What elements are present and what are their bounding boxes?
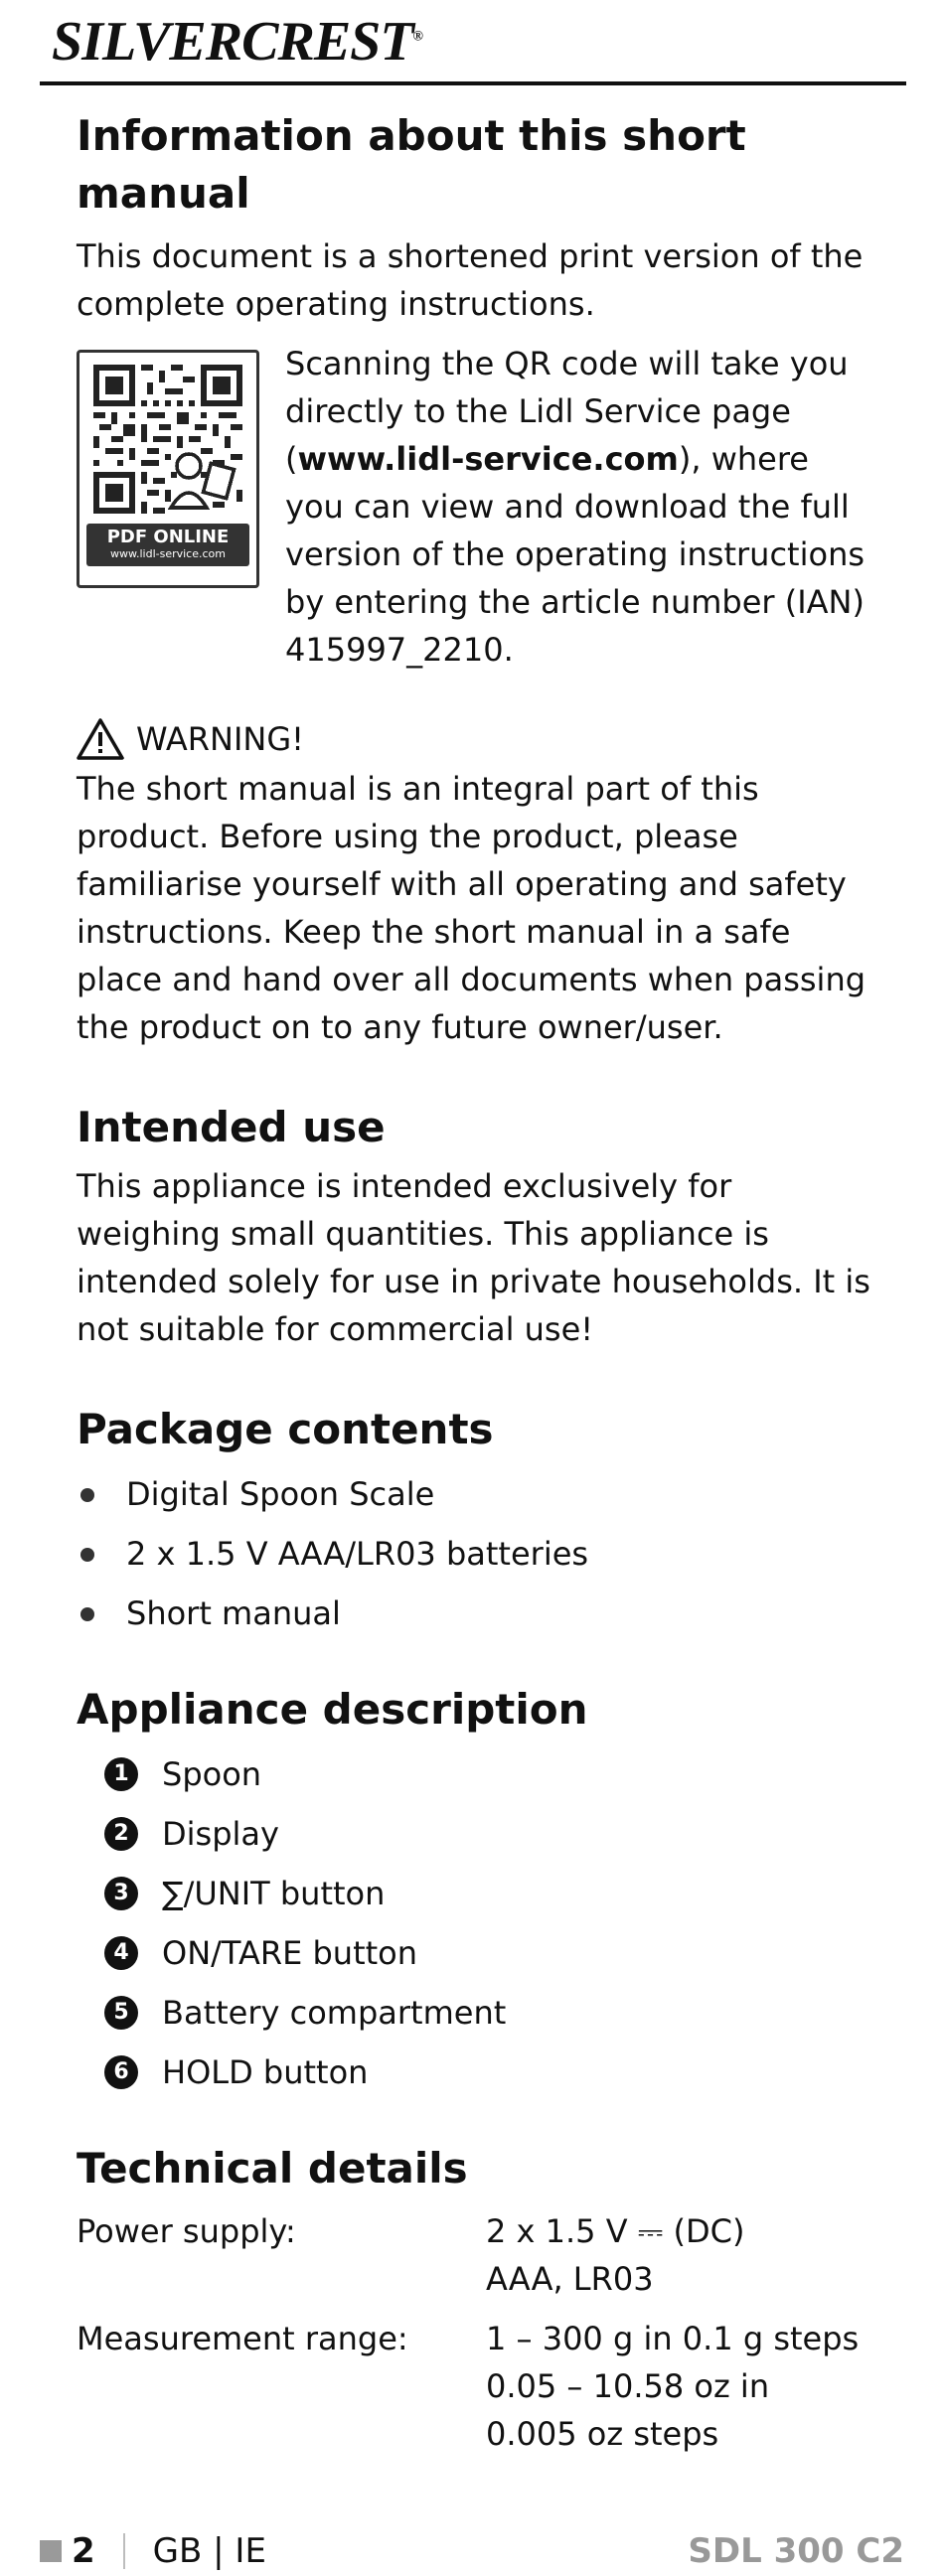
qr-text-after: ), where you can view and download the full version of the operating instructions by entering the article number (IAN) 415997_2210.	[285, 439, 865, 669]
list-item	[104, 1804, 871, 1864]
model-number: SDL 300 C2	[688, 2531, 904, 2571]
part-label: Battery compartment	[162, 1993, 507, 2032]
package-item-label: 2 x 1.5 V AAA/LR03 batteries	[126, 1534, 589, 1573]
tech-label: Power supply:	[77, 2211, 296, 2250]
technical-heading: Technical details	[77, 2143, 468, 2193]
pdf-online-title: PDF ONLINE	[106, 526, 230, 547]
package-heading: Package contents	[77, 1404, 494, 1453]
part-label: ON/TARE button	[162, 1933, 418, 1972]
warning-header	[77, 715, 871, 763]
page-footer	[40, 2527, 904, 2575]
appliance-heading: Appliance description	[77, 1684, 588, 1734]
warning-label: WARNING!	[136, 719, 304, 758]
intended-use-heading: Intended use	[77, 1102, 386, 1151]
part-label: ∑/UNIT button	[162, 1874, 386, 1912]
brand-logo: SILVERCREST®	[52, 11, 422, 73]
warning-text: The short manual is an integral part of this product. Before using the product, please familiarise yourself with all operating and safety instructions. Keep the short manual in a safe place and hand over all documents when passing the product on to any future owner/user.	[77, 769, 866, 1046]
package-item-label: Short manual	[126, 1593, 341, 1632]
list-item	[104, 1923, 871, 1983]
package-item-label: Digital Spoon Scale	[126, 1474, 435, 1513]
footer-divider	[123, 2533, 125, 2569]
tech-value: 0.05 – 10.58 oz in	[486, 2366, 770, 2405]
part-label: Spoon	[162, 1754, 262, 1793]
list-item	[104, 1864, 871, 1923]
main-content	[77, 107, 871, 2470]
header-rule	[40, 81, 906, 85]
warning-triangle-icon	[77, 717, 124, 761]
technical-table	[77, 2207, 871, 2458]
number-badge-icon: 5	[104, 1996, 138, 2030]
bullet-icon	[80, 1488, 94, 1502]
pdf-online-label	[86, 524, 249, 566]
number-badge-icon: 3	[104, 1877, 138, 1910]
page-marker-icon	[40, 2540, 62, 2562]
number-badge-icon: 1	[104, 1757, 138, 1791]
tech-value: 0.005 oz steps	[486, 2414, 719, 2453]
technical-section	[77, 2140, 871, 2458]
page-number: 2	[72, 2531, 95, 2571]
list-item	[104, 2043, 871, 2102]
tech-label: Measurement range:	[77, 2319, 408, 2357]
number-badge-icon: 6	[104, 2055, 138, 2089]
pdf-online-url: www.lidl-service.com	[110, 546, 226, 560]
intended-use-text: This appliance is intended exclusively for weighing small quantities. This appliance is intended solely for use in private households. It is not suitable for commercial use!	[77, 1166, 870, 1348]
list-item	[77, 1584, 871, 1643]
qr-text-before: Scanning the QR code will take you directly to the Lidl Service page (	[285, 344, 849, 478]
package-section	[77, 1401, 871, 1643]
list-item	[77, 1464, 871, 1524]
intended-use-section	[77, 1099, 871, 1353]
qr-code[interactable]	[77, 350, 259, 588]
qr-description	[285, 340, 871, 674]
tech-values	[486, 2207, 744, 2303]
qr-code-icon	[93, 365, 242, 514]
appliance-section	[77, 1681, 871, 2102]
list-item	[104, 1983, 871, 2043]
bullet-icon	[80, 1548, 94, 1562]
number-badge-icon: 2	[104, 1817, 138, 1851]
part-label: HOLD button	[162, 2052, 369, 2091]
appliance-list	[104, 1744, 871, 2102]
tech-values	[486, 2315, 859, 2458]
tech-value: 2 x 1.5 V ⎓ (DC)	[486, 2211, 745, 2250]
qr-block	[77, 344, 871, 674]
info-heading: Information about this short manual	[77, 111, 746, 218]
tech-value: 1 – 300 g in 0.1 g steps	[486, 2319, 860, 2357]
part-label: Display	[162, 1814, 279, 1853]
number-badge-icon: 4	[104, 1936, 138, 1970]
list-item	[104, 1744, 871, 1804]
footer-countries: GB | IE	[152, 2531, 266, 2571]
tech-value: AAA, LR03	[486, 2259, 654, 2298]
package-list	[77, 1464, 871, 1643]
table-row	[77, 2207, 871, 2303]
lidl-service-link[interactable]: www.lidl-service.com	[297, 439, 679, 478]
list-item	[77, 1524, 871, 1584]
bullet-icon	[80, 1607, 94, 1621]
info-intro: This document is a shortened print version of the complete operating instructions.	[77, 236, 864, 323]
table-row	[77, 2315, 871, 2458]
